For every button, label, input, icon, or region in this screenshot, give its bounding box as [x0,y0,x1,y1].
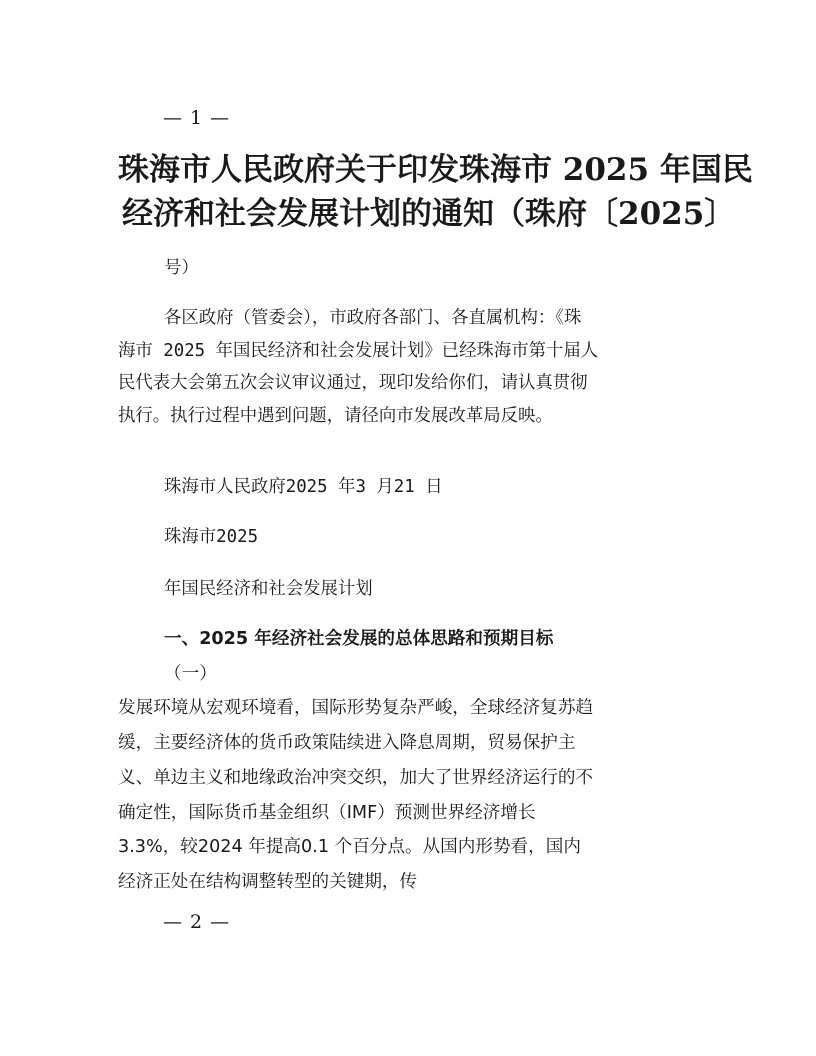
plan-title-part-1: 珠海市2025 [164,527,259,547]
section-1-line: 经济正处在结构调整转型的关键期，传 [118,871,418,892]
notice-title-line-1: 珠海市人民政府关于印发珠海市 2025 年国民 [118,152,753,188]
notice-title-line-2: 经济和社会发展计划的通知（珠府〔2025〕 [122,196,736,232]
notice-title [118,148,753,236]
notice-title-tail: 号） [164,258,199,278]
page-number-bottom: — 2 — [163,911,231,933]
section-1-paragraph [118,622,708,900]
notice-body-line: 各区政府（管委会），市政府各部门、各直属机构：《珠 [164,308,582,328]
section-1-line: 确定性，国际货币基金组织（IMF）预测世界经济增长 [118,802,536,823]
section-1-heading: 一、2025 年经济社会发展的总体思路和预期目标 [164,629,554,649]
section-1-line: 义、单边主义和地缘政治冲突交织，加大了世界经济运行的不 [118,767,594,788]
subsection-marker: （一） [164,663,217,684]
section-1-line: 缓，主要经济体的货币政策陆续进入降息周期，贸易保护主 [118,733,576,754]
notice-body-line: 民代表大会第五次会议审议通过，现印发给你们，请认真贯彻 [118,373,588,393]
issuer-and-date: 珠海市人民政府2025 年3 月21 日 [164,477,443,497]
plan-title-part-2: 年国民经济和社会发展计划 [164,579,373,599]
section-1-heading-line [118,622,708,691]
section-1-line: 3.3%，较2024 年提高0.1 个百分点。从国内形势看，国内 [118,837,581,858]
notice-body-line: 海市 2025 年国民经济和社会发展计划》已经珠海市第十届人 [118,340,599,361]
notice-body-line: 执行。执行过程中遇到问题，请径向市发展改革局反映。 [118,405,553,426]
section-1-line: 发展环境从宏观环境看，国际形势复杂严峻，全球经济复苏趋 [118,698,594,719]
notice-body-paragraph [118,302,698,432]
page-number-top: — 1 — [163,107,231,129]
